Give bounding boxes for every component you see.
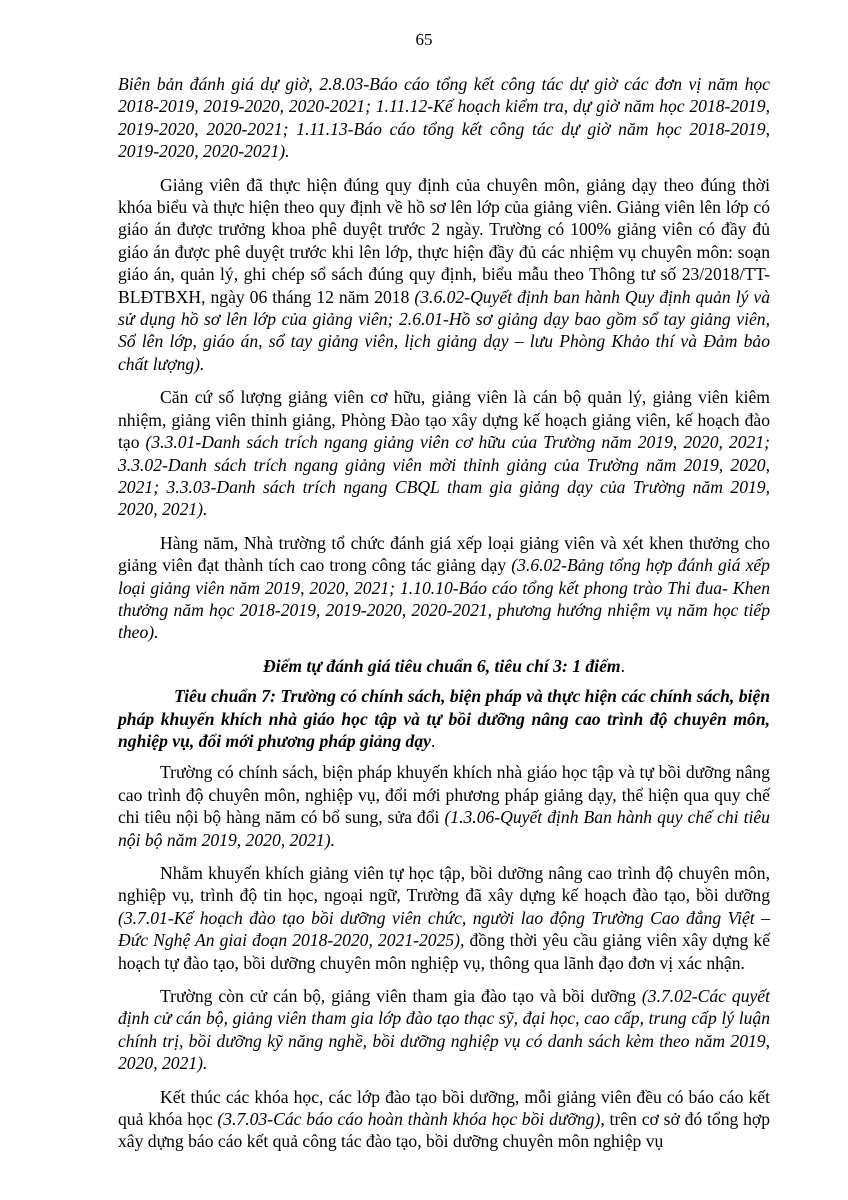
body-text: Kết thúc các khóa học, các lớp đào tạo bồi dưỡng, mỗi giảng viên đều có báo cáo kết quả khóa học	[118, 1086, 770, 1130]
body-text: trên cơ sở đó tổng hợp xây dựng báo cáo kết quả công tác đào tạo, bồi dưỡng chuyên môn nghiệp vụ	[118, 1109, 770, 1152]
citation-text: (3.6.02-Bảng tổng hợp đánh giá xếp loại giảng viên năm 2019, 2020, 2021; 1.10.10-Báo cáo tổng kết phong trào Thi đua- Khen thưởng năm học 2018-2019, 2019-2020, 2020-2021, phương hướng nhiệm vụ năm học tiếp theo).	[118, 555, 770, 643]
citation-text: (3.7.02-Các quyết định cử cán bộ, giảng viên tham gia lớp đào tạo thạc sỹ, đại học, cao cấp, trung cấp lý luận chính trị, bồi dưỡng kỹ năng nghề, bồi dưỡng nghiệp vụ có danh sách kèm theo năm 2019, 2020, 2021).	[118, 986, 770, 1074]
citation-text: Biên bản đánh giá dự giờ, 2.8.03-Báo cáo tổng kết công tác dự giờ các đơn vị năm học 2018-2019, 2019-2020, 2020-2021; 1.11.12-Kế hoạch kiểm tra, dự giờ năm học 2018-2019, 2019-2020, 2020-2021; 1.11.13-Báo cáo tổng kết công tác dự giờ năm học 2018-2019, 2019-2020, 2020-2021).	[118, 74, 770, 162]
body-text: Trường còn cử cán bộ, giảng viên tham gia đào tạo và bồi dưỡng	[160, 986, 642, 1007]
paragraph-7	[118, 985, 770, 1075]
citation-text: (3.7.01-Kế hoạch đào tạo bồi dưỡng viên chức, người lao động Trường Cao đẳng Việt – Đức Nghệ An giai đoạn 2018-2020, 2021-2025),	[118, 907, 770, 951]
body-text: Trường có chính sách, biện pháp khuyến khích nhà giáo học tập và tự bồi dưỡng nâng cao trình độ chuyên môn, nghiệp vụ, đổi mới phương pháp giảng dạy, thể hiện qua quy chế chi tiêu nội bộ hàng năm có bổ sung, sửa đổi	[118, 762, 770, 828]
score-text: Điểm tự đánh giá tiêu chuẩn 6, tiêu chí 3: 1 điểm	[263, 655, 621, 676]
citation-text: (3.6.02-Quyết định ban hành Quy định quản lý và sử dụng hồ sơ lên lớp của giảng viên; 2.6.01-Hồ sơ giảng dạy bao gồm sổ tay giảng viên, Sổ lên lớp, giáo án, sổ tay giảng viên, lịch giảng dạy – lưu Phòng Khảo thí và Đảm bảo chất lượng).	[118, 286, 770, 374]
criterion-text: Tiêu chuẩn 7: Trường có chính sách, biện pháp và thực hiện các chính sách, biện pháp khuyến khích nhà giáo học tập và tự bồi dưỡng nâng cao trình độ chuyên môn, nghiệp vụ, đổi mới phương pháp giảng dạy	[118, 686, 770, 751]
body-text: Căn cứ số lượng giảng viên cơ hữu, giảng viên là cán bộ quản lý, giảng viên kiêm nhiệm, giảng viên thỉnh giảng, Phòng Đào tạo xây dựng kế hoạch giảng viên, kế hoạch đào tạo	[118, 387, 770, 453]
body-text: Hàng năm, Nhà trường tổ chức đánh giá xếp loại giảng viên và xét khen thưởng cho giảng viên đạt thành tích cao trong công tác giảng dạy	[118, 532, 770, 576]
paragraph-1	[118, 73, 770, 163]
paragraph-6	[118, 862, 770, 974]
criterion-heading	[118, 685, 770, 752]
score-period: .	[620, 655, 625, 676]
body-text: đồng thời yêu cầu giảng viên xây dựng kế hoạch tự đào tạo, bồi dưỡng chuyên môn nghiệp vụ, thông qua lãnh đạo đơn vị xác nhận.	[118, 930, 771, 973]
self-assessment-score	[118, 655, 770, 677]
paragraph-8	[118, 1086, 770, 1153]
document-body	[118, 73, 770, 1164]
citation-text: (3.3.01-Danh sách trích ngang giảng viên cơ hữu của Trường năm 2019, 2020, 2021; 3.3.02-Danh sách trích ngang giảng viên mời thỉnh giảng của Trường năm 2019, 2020, 2021; 3.3.03-Danh sách trích ngang CBQL tham gia giảng dạy của Trường năm 2019, 2020, 2021).	[118, 432, 770, 520]
body-text: Nhằm khuyến khích giảng viên tự học tập, bồi dưỡng nâng cao trình độ chuyên môn, nghiệp vụ, trình độ tin học, ngoại ngữ, Trường đã xây dựng kế hoạch đào tạo, bồi dưỡng	[118, 863, 770, 906]
paragraph-3	[118, 386, 770, 520]
paragraph-2	[118, 174, 770, 376]
paragraph-5	[118, 761, 770, 851]
paragraph-4	[118, 532, 770, 644]
criterion-period: .	[430, 730, 436, 751]
page-number: 65	[415, 30, 433, 49]
citation-text: (1.3.06-Quyết định Ban hành quy chế chi tiêu nội bộ năm 2019, 2020, 2021).	[118, 807, 770, 850]
citation-text: (3.7.03-Các báo cáo hoàn thành khóa học bồi dưỡng),	[217, 1109, 605, 1130]
body-text: Giảng viên đã thực hiện đúng quy định của chuyên môn, giảng dạy theo đúng thời khóa biểu và thực hiện theo quy định về hồ sơ lên lớp của giảng viên. Giảng viên lên lớp có giáo án được trưởng khoa phê duyệt trước 2 ngày. Trường có 100% giảng viên có đầy đủ giáo án được phê duyệt trước khi lên lớp, thực hiện đầy đủ các nhiệm vụ chuyên môn: soạn giáo án, quản lý, ghi chép sổ sách đúng quy định, biểu mẫu theo Thông tư số 23/2018/TT-BLĐTBXH, ngày 06 tháng 12 năm 2018	[118, 174, 770, 307]
